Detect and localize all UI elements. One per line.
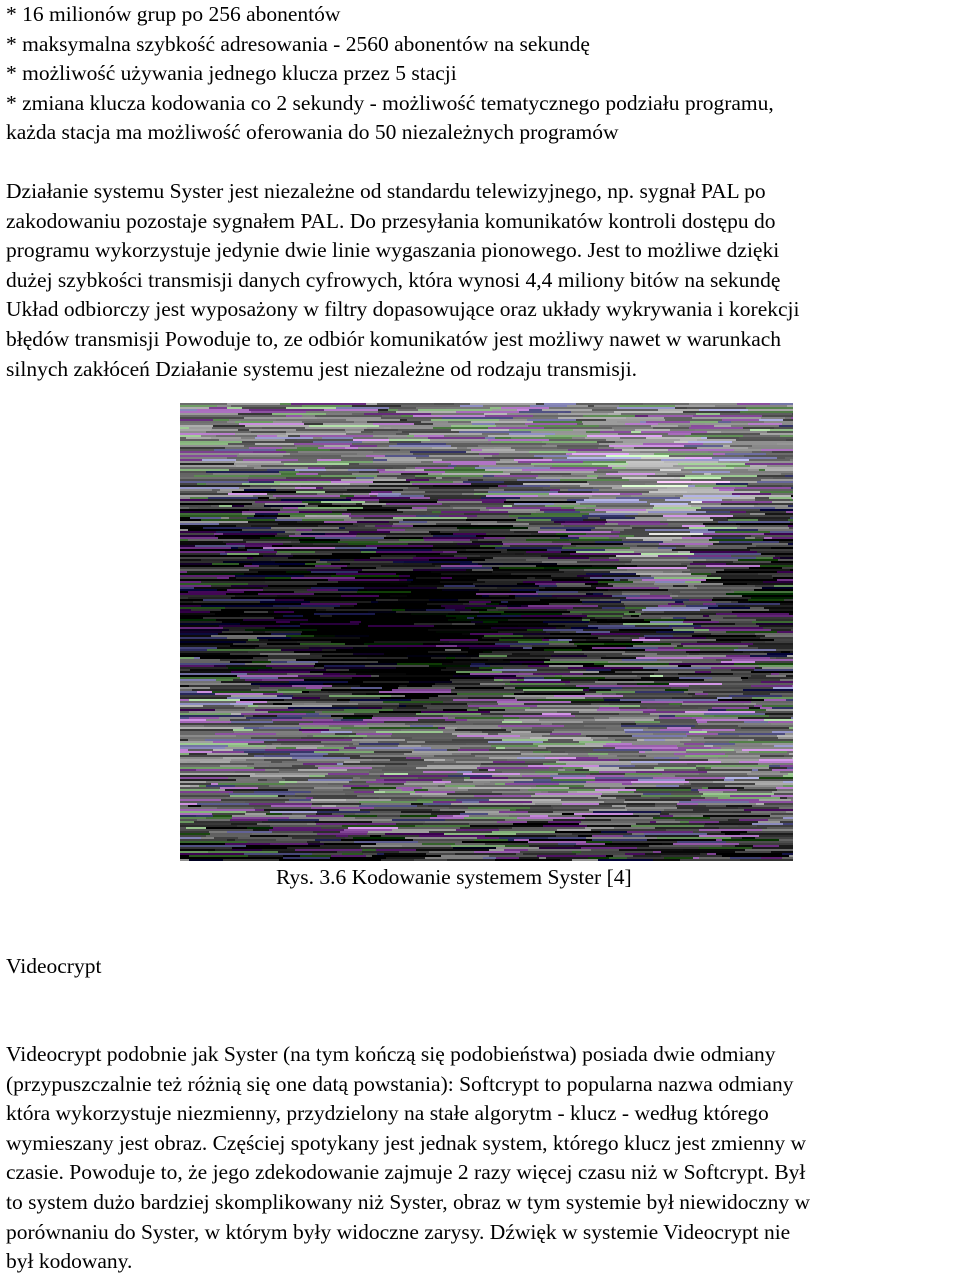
paragraph-line: silnych zakłóceń Działanie systemu jest niezależne od rodzaju transmisji. xyxy=(6,356,638,381)
spacer xyxy=(6,148,958,177)
paragraph-line: Działanie systemu Syster jest niezależne od standardu telewizyjnego, np. sygnał PAL po xyxy=(6,178,766,203)
paragraph-line: błędów transmisji Powoduje to, ze odbiór komunikatów jest możliwy nawet w warunkach xyxy=(6,326,782,351)
scrambled-image-graphic xyxy=(180,403,793,861)
list-item: * 16 milionów grup po 256 abonentów xyxy=(6,2,341,26)
paragraph-line: (przypuszczalnie też różnią się one datą powstania): Softcrypt to popularna nazwa odmiany xyxy=(6,1071,794,1096)
paragraph-line: to system dużo bardziej skomplikowany niż Syster, obraz w tym systemie był niewidoczny w xyxy=(6,1189,811,1214)
list-item: * zmiana klucza kodowania co 2 sekundy - możliwość tematycznego podziału programu, xyxy=(6,90,774,115)
paragraph-line: wymieszany jest obraz. Częściej spotykany jest jednak system, którego klucz jest zmienny w xyxy=(6,1130,807,1155)
paragraph-syster xyxy=(6,177,958,384)
paragraph-line: Układ odbiorczy jest wyposażony w filtry dopasowujące oraz układy wykrywania i korekcji xyxy=(6,297,800,322)
paragraph-line: zakodowaniu pozostaje sygnałem PAL. Do przesyłania komunikatów kontroli dostępu do xyxy=(6,208,776,233)
document-body xyxy=(6,0,958,384)
feature-list xyxy=(6,0,958,148)
paragraph-line: czasie. Powoduje to, że jego zdekodowanie zajmuje 2 razy więcej czasu niż w Softcrypt. Był xyxy=(6,1160,806,1185)
scrambled-tv-image xyxy=(180,403,793,861)
figure-caption: Rys. 3.6 Kodowanie systemem Syster [4] xyxy=(276,865,632,889)
paragraph-videocrypt xyxy=(6,1040,958,1277)
paragraph-line: która wykorzystuje niezmienny, przydzielony na stałe algorytm - klucz - według którego xyxy=(6,1101,769,1126)
list-item: * możliwość używania jednego klucza przez 5 stacji xyxy=(6,61,457,86)
paragraph-line: programu wykorzystuje jedynie dwie linie wygaszania pionowego. Jest to możliwe dzięki xyxy=(6,238,780,263)
paragraph-line: Videocrypt podobnie jak Syster (na tym kończą się podobieństwa) posiada dwie odmiany xyxy=(6,1042,776,1066)
section-heading: Videocrypt xyxy=(6,954,102,978)
paragraph-line: dużej szybkości transmisji danych cyfrowych, która wynosi 4,4 miliony bitów na sekundę xyxy=(6,267,781,292)
paragraph-line: był kodowany. xyxy=(6,1249,133,1274)
list-item: każda stacja ma możliwość oferowania do 50 niezależnych programów xyxy=(6,120,619,145)
list-item: * maksymalna szybkość adresowania - 2560 abonentów na sekundę xyxy=(6,31,590,56)
paragraph-line: porównaniu do Syster, w którym były widoczne zarysy. Dźwięk w systemie Videocrypt nie xyxy=(6,1219,791,1244)
